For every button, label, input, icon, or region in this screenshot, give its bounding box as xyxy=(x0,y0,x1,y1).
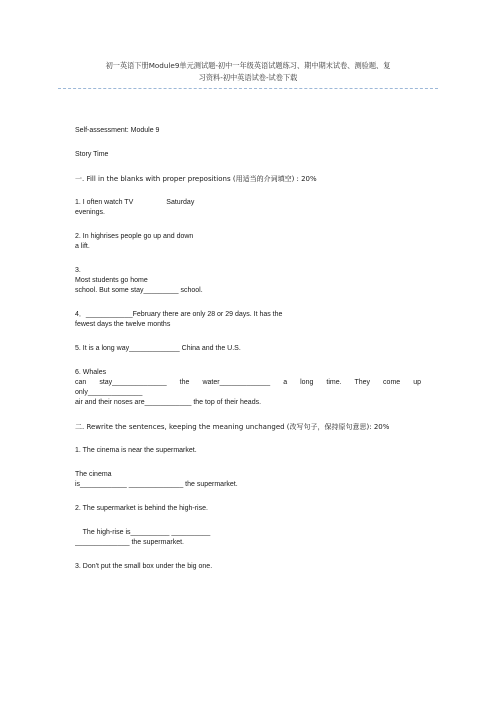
question-6-line-3: only______________ xyxy=(75,389,143,396)
question-6-line-2: can stay______________ the water_____________ a long time. They come up xyxy=(75,379,421,386)
rewrite-1-line-2: The cinema xyxy=(75,471,112,478)
question-6-line-4: air and their noses are____________ the top of their heads. xyxy=(75,399,262,406)
header-dashed-rule xyxy=(58,88,438,89)
question-2-line-1: 2. In highrises people go up and down xyxy=(75,233,194,240)
question-6-line-1: 6. Whales xyxy=(75,369,107,376)
rewrite-2-line-3: ______________ the supermarket. xyxy=(75,539,184,546)
question-1-line-2: evenings. xyxy=(75,209,105,216)
question-1-line-1: 1. I often watch TV Saturday xyxy=(75,199,195,206)
document-title: Self-assessment: Module 9 xyxy=(75,127,160,134)
document-body xyxy=(75,126,421,572)
question-3-line-3: school. But some stay_________ school. xyxy=(75,287,203,294)
question-2-line-2: a lift. xyxy=(75,243,90,250)
section-1-heading: 一. Fill in the blanks with proper prepositions (用适当的介词填空) : 20% xyxy=(75,175,317,183)
rewrite-2-line-1: 2. The supermarket is behind the high-rise. xyxy=(75,505,208,512)
header-line-1: 初一英语下册Module9单元测试题-初中一年级英语试题练习、期中期末试卷、测验题、复 xyxy=(105,61,391,70)
section-2-heading: 二. Rewrite the sentences, keeping the meaning unchanged (改写句子，保持原句意思): 20% xyxy=(75,423,390,431)
document-header xyxy=(58,60,438,84)
question-4-line-2: fewest days the twelve months xyxy=(75,321,171,328)
rewrite-1-line-1: 1. The cinema is near the supermarket. xyxy=(75,447,197,454)
question-3-line-2: Most students go home xyxy=(75,277,148,284)
question-3-line-1: 3. xyxy=(75,267,81,274)
rewrite-2-line-2: The high-rise is__________ __________ xyxy=(75,529,211,536)
document-subtitle: Story Time xyxy=(75,151,109,158)
question-5: 5. It is a long way_____________ China and the U.S. xyxy=(75,345,241,352)
header-line-2: 习资料-初中英语试卷-试卷下载 xyxy=(198,73,298,82)
question-4-line-1: 4．____________February there are only 28 or 29 days. It has the xyxy=(75,311,283,318)
rewrite-1-line-3: is____________ ______________ the supermarket. xyxy=(75,481,238,488)
rewrite-3-line-1: 3. Don't put the small box under the big one. xyxy=(75,563,213,570)
